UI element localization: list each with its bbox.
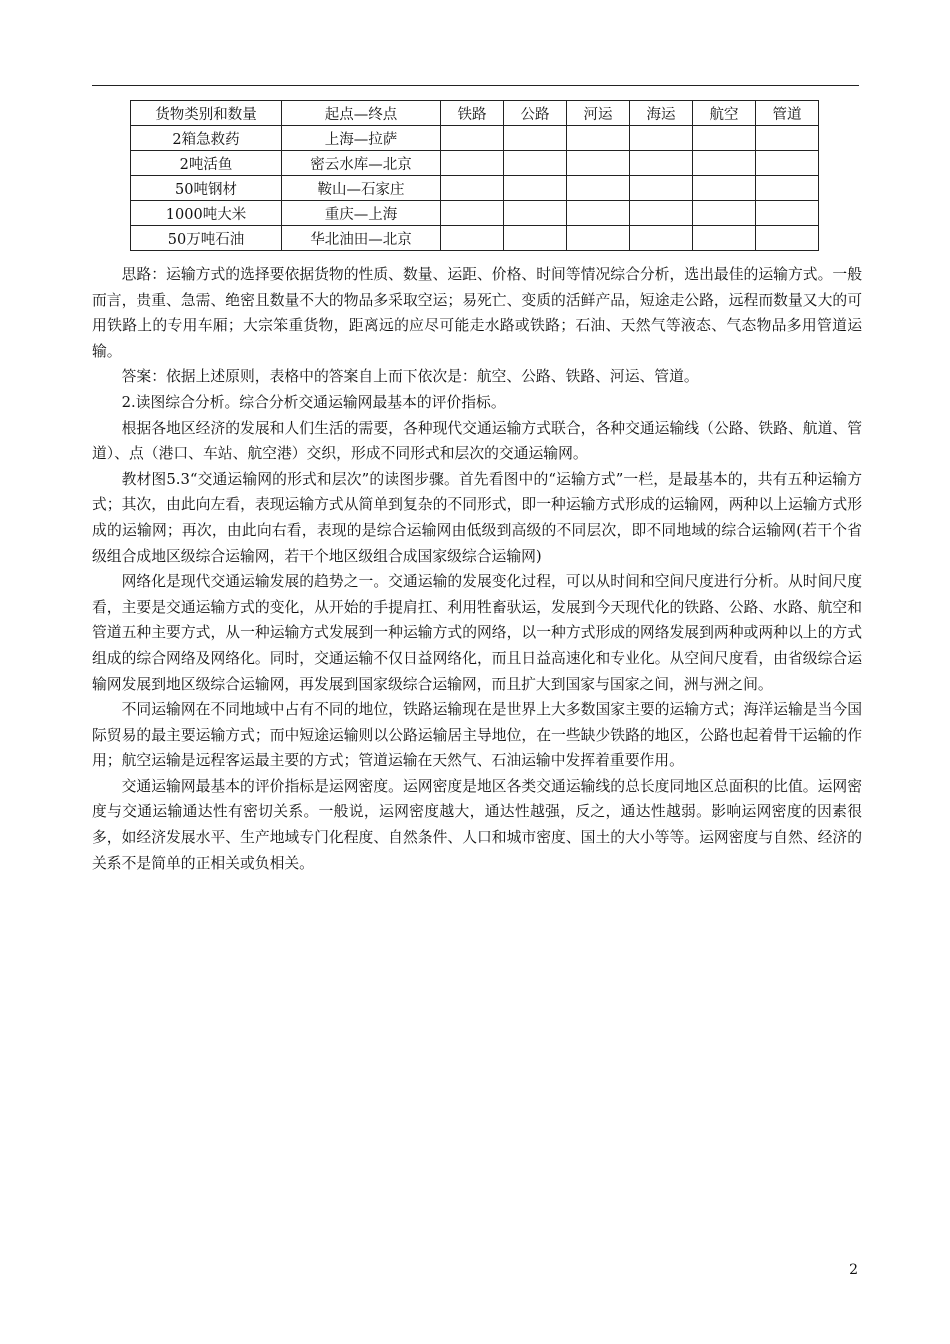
route-cell: 重庆—上海 xyxy=(282,201,441,226)
table-row xyxy=(131,201,819,226)
header-cargo: 货物类别和数量 xyxy=(131,101,282,126)
body-text xyxy=(92,262,862,876)
blank-cell xyxy=(630,176,693,201)
page-number: 2 xyxy=(849,1262,858,1278)
header-pipeline: 管道 xyxy=(756,101,819,126)
route-cell: 密云水库—北京 xyxy=(282,151,441,176)
table-row xyxy=(131,176,819,201)
cargo-cell: 50吨钢材 xyxy=(131,176,282,201)
blank-cell xyxy=(693,126,756,151)
paragraph-section-heading: 2.读图综合分析。综合分析交通运输网最基本的评价指标。 xyxy=(121,393,506,411)
blank-cell xyxy=(630,151,693,176)
blank-cell xyxy=(567,201,630,226)
blank-cell xyxy=(756,176,819,201)
route-cell: 鞍山—石家庄 xyxy=(282,176,441,201)
blank-cell xyxy=(630,226,693,251)
paragraph: 教材图5.3“交通运输网的形式和层次”的读图步骤。首先看图中的“运输方式”一栏，是最基本的，共有五种运输方式；其次，由此向左看，表现运输方式从简单到复杂的不同形式，即一种运输方式形成的运输网，两种以上运输方式形成的运输网；再次，由此向右看，表现的是综合运输网由低级到高级的不同层次，即不同地域的综合运输网(若干个省级组合成地区级综合运输网，若干个地区级组合成国家级综合运输网) xyxy=(92,470,862,565)
blank-cell xyxy=(441,226,504,251)
cargo-cell: 2吨活鱼 xyxy=(131,151,282,176)
table-row xyxy=(131,126,819,151)
table-row xyxy=(131,226,819,251)
blank-cell xyxy=(504,126,567,151)
freight-table xyxy=(130,100,819,251)
header-sea: 海运 xyxy=(630,101,693,126)
blank-cell xyxy=(504,176,567,201)
blank-cell xyxy=(693,176,756,201)
blank-cell xyxy=(693,201,756,226)
paragraph: 不同运输网在不同地域中占有不同的地位，铁路运输现在是世界上大多数国家主要的运输方式；海洋运输是当今国际贸易的最主要运输方式；而中短途运输则以公路运输居主导地位，在一些缺少铁路的地区，公路也起着骨干运输的作用；航空运输是远程客运最主要的方式；管道运输在天然气、石油运输中发挥着重要作用。 xyxy=(92,701,862,770)
blank-cell xyxy=(567,151,630,176)
header-rule xyxy=(92,85,859,86)
blank-cell xyxy=(441,151,504,176)
route-cell: 华北油田—北京 xyxy=(282,226,441,251)
paragraph: 交通运输网最基本的评价指标是运网密度。运网密度是地区各类交通运输线的总长度同地区总面积的比值。运网密度与交通运输通达性有密切关系。一般说，运网密度越大，通达性越强，反之，通达性越弱。影响运网密度的因素很多，如经济发展水平、生产地域专门化程度、自然条件、人口和城市密度、国土的大小等等。运网密度与自然、经济的关系不是简单的正相关或负相关。 xyxy=(92,777,862,872)
blank-cell xyxy=(693,151,756,176)
blank-cell xyxy=(504,226,567,251)
cargo-cell: 50万吨石油 xyxy=(131,226,282,251)
blank-cell xyxy=(630,201,693,226)
paragraph: 根据各地区经济的发展和人们生活的需要，各种现代交通运输方式联合，各种交通运输线（公路、铁路、航道、管道）、点（港口、车站、航空港）交织，形成不同形式和层次的交通运输网。 xyxy=(92,419,862,463)
blank-cell xyxy=(756,226,819,251)
blank-cell xyxy=(504,201,567,226)
header-route: 起点—终点 xyxy=(282,101,441,126)
cargo-cell: 2箱急救药 xyxy=(131,126,282,151)
header-air: 航空 xyxy=(693,101,756,126)
blank-cell xyxy=(441,126,504,151)
paragraph: 网络化是现代交通运输发展的趋势之一。交通运输的发展变化过程，可以从时间和空间尺度进行分析。从时间尺度看，主要是交通运输方式的变化，从开始的手提肩扛、利用牲畜驮运，发展到今天现代化的铁路、公路、水路、航空和管道五种主要方式，从一种运输方式发展到一种运输方式的网络，以一种方式形成的网络发展到两种或两种以上的方式组成的综合网络及网络化。同时，交通运输不仅日益网络化，而且日益高速化和专业化。从空间尺度看，由省级综合运输网发展到地区级综合运输网，再发展到国家级综合运输网，而且扩大到国家与国家之间，洲与洲之间。 xyxy=(92,573,862,693)
blank-cell xyxy=(441,176,504,201)
blank-cell xyxy=(567,176,630,201)
paragraph-answer: 答案：依据上述原则，表格中的答案自上而下依次是：航空、公路、铁路、河运、管道。 xyxy=(121,368,699,386)
blank-cell xyxy=(693,226,756,251)
blank-cell xyxy=(756,151,819,176)
table-row xyxy=(131,151,819,176)
paragraph-reasoning: 思路：运输方式的选择要依据货物的性质、数量、运距、价格、时间等情况综合分析，选出最佳的运输方式。一般而言，贵重、急需、绝密且数量不大的物品多采取空运；易死亡、变质的活鲜产品，短途走公路，远程而数量又大的可用铁路上的专用车厢；大宗笨重货物，距离远的应尽可能走水路或铁路；石油、天然气等液态、气态物品多用管道运输。 xyxy=(92,266,862,360)
blank-cell xyxy=(441,201,504,226)
header-railway: 铁路 xyxy=(441,101,504,126)
blank-cell xyxy=(504,151,567,176)
blank-cell xyxy=(567,126,630,151)
blank-cell xyxy=(630,126,693,151)
cargo-cell: 1000吨大米 xyxy=(131,201,282,226)
route-cell: 上海—拉萨 xyxy=(282,126,441,151)
blank-cell xyxy=(567,226,630,251)
header-highway: 公路 xyxy=(504,101,567,126)
blank-cell xyxy=(756,201,819,226)
header-river: 河运 xyxy=(567,101,630,126)
blank-cell xyxy=(756,126,819,151)
table-header-row xyxy=(131,101,819,126)
